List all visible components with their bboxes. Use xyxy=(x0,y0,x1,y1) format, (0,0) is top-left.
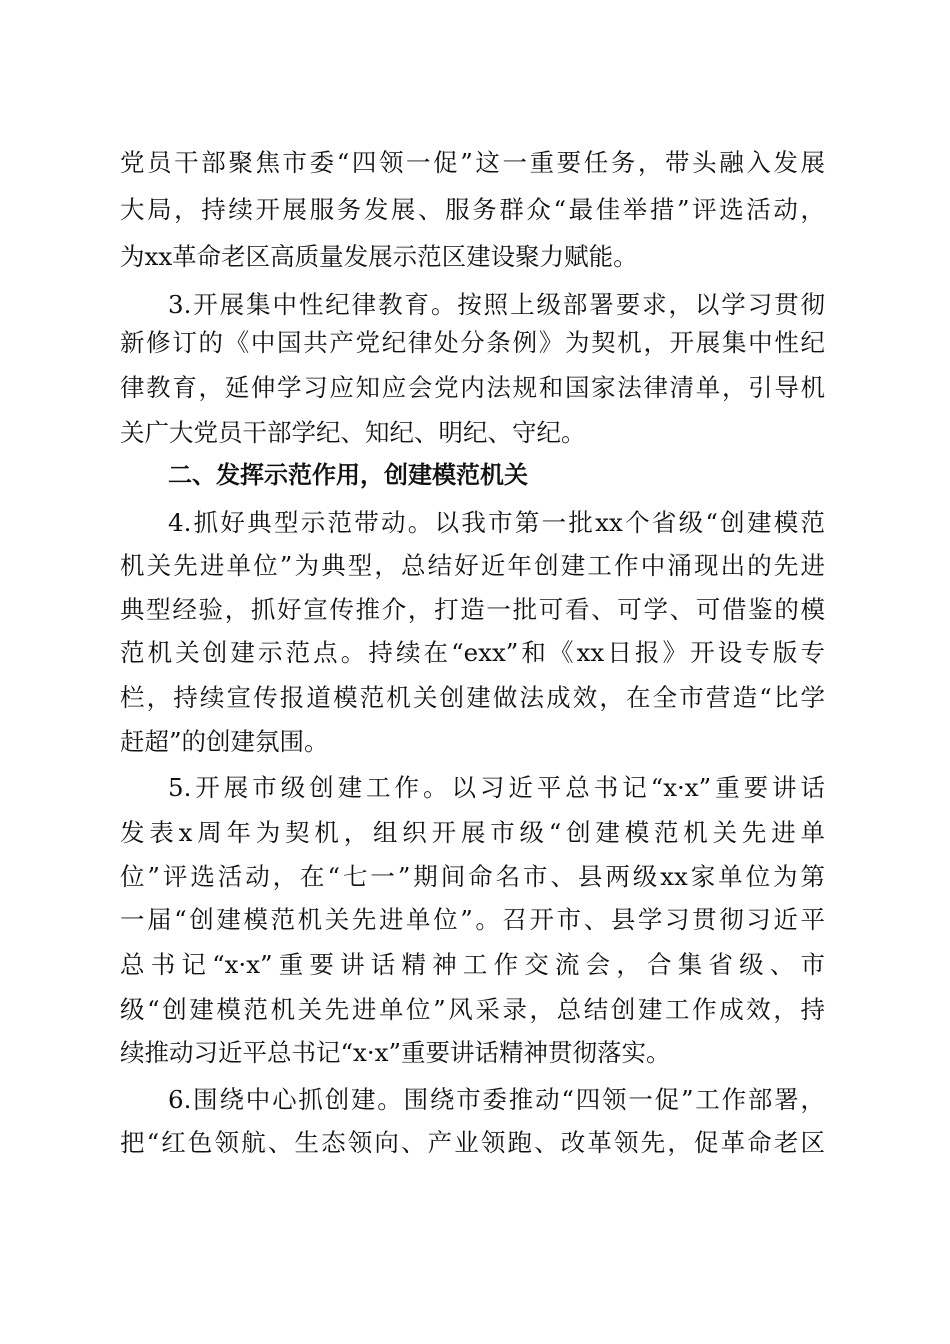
text-line: 律教育，延伸学习应知应会党内法规和国家法律清单，引导机 xyxy=(120,373,825,402)
text-line: 把“红色领航、生态领向、产业领跑、改革领先，促革命老区 xyxy=(120,1128,825,1157)
text-line: 6.围绕中心抓创建。围绕市委推动“四领一促”工作部署， xyxy=(168,1085,825,1114)
text-line: 新修订的《中国共产党纪律处分条例》为契机，开展集中性纪 xyxy=(120,328,825,357)
text-line: 关广大党员干部学纪、知纪、明纪、守纪。 xyxy=(120,418,586,447)
text-line: 3.开展集中性纪律教育。按照上级部署要求，以学习贯彻 xyxy=(168,290,825,319)
text-line: 大局，持续开展服务发展、服务群众“最佳举措”评选活动， xyxy=(120,195,825,224)
text-line: 党员干部聚焦市委“四领一促”这一重要任务，带头融入发展 xyxy=(120,148,825,177)
text-line: 一届“创建模范机关先进单位”。召开市、县学习贯彻习近平 xyxy=(120,905,825,934)
text-line: 级“创建模范机关先进单位”风采录，总结创建工作成效，持 xyxy=(120,995,825,1024)
text-line: 位”评选活动，在“七一”期间命名市、县两级xx家单位为第 xyxy=(120,862,825,891)
text-line: 续推动习近平总书记“x·x”重要讲话精神贯彻落实。 xyxy=(120,1038,671,1067)
text-line: 机关先进单位”为典型，总结好近年创建工作中涌现出的先进 xyxy=(120,551,825,580)
text-line: 典型经验，抓好宣传推介，打造一批可看、可学、可借鉴的模 xyxy=(120,595,825,624)
text-line: 赶超”的创建氛围。 xyxy=(120,727,329,756)
text-line: 5.开展市级创建工作。以习近平总书记“x·x”重要讲话 xyxy=(168,773,825,802)
text-line: 栏，持续宣传报道模范机关创建做法成效，在全市营造“比学 xyxy=(120,683,825,712)
text-line: 4.抓好典型示范带动。以我市第一批xx个省级“创建模范 xyxy=(168,508,825,537)
text-line: 范机关创建示范点。持续在“exx”和《xx日报》开设专版专 xyxy=(120,638,825,667)
section-heading: 二、发挥示范作用，创建模范机关 xyxy=(168,461,528,489)
text-line: 为xx革命老区高质量发展示范区建设聚力赋能。 xyxy=(120,242,638,271)
text-line: 总书记“x·x”重要讲话精神工作交流会，合集省级、市 xyxy=(120,950,825,979)
text-line: 发表x周年为契机，组织开展市级“创建模范机关先进单 xyxy=(120,818,825,847)
